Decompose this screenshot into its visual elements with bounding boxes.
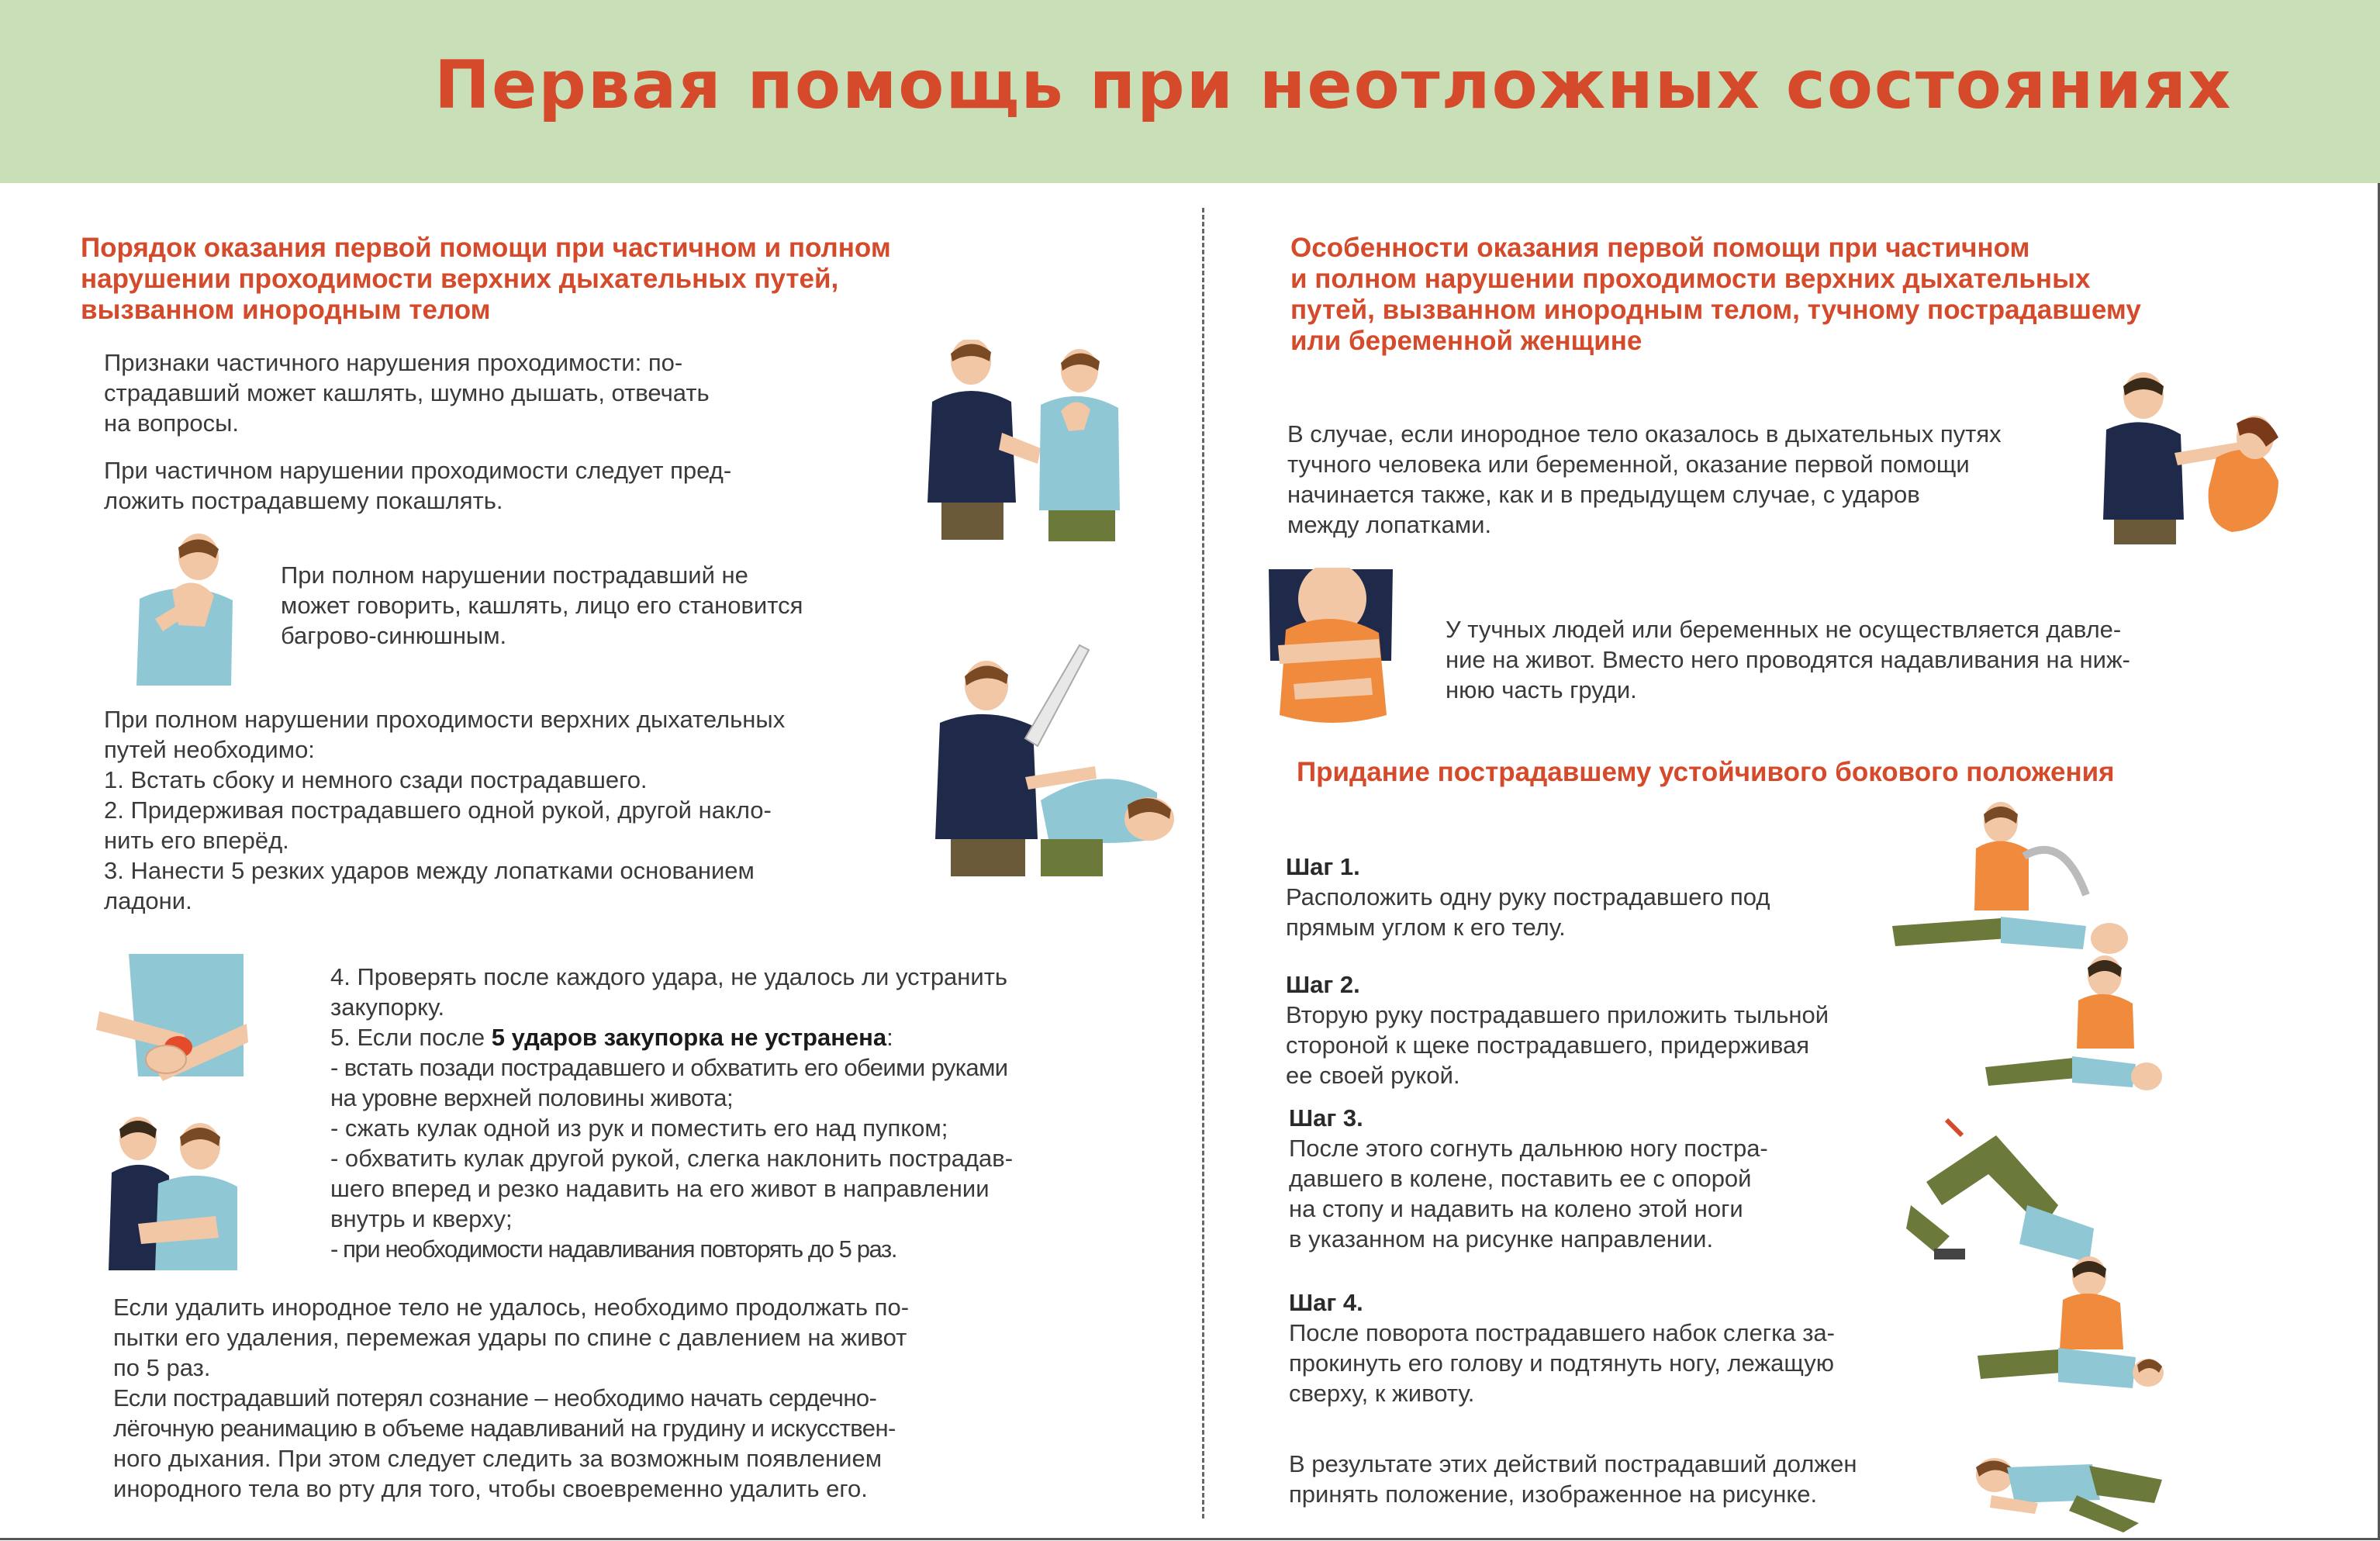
- page-title: Первая помощь при неотложных состояниях: [434, 47, 2233, 124]
- back-blows-illustration: [924, 630, 1188, 879]
- chest-thrust-illustration: [1263, 568, 1399, 724]
- full-actions-text: При полном нарушении проходимости верхних дыхательных путей необходимо: 1. Встать сбоку и немного сзади пострадавшего. 2. Придерживая пострадавшего одной рукой, другой накло- нить его вперёд. 3. Нанести 5 резких ударов между лопатками основанием ладони.: [104, 706, 786, 914]
- frame-bottom: [0, 1538, 2380, 1540]
- recovery-step4-text: Шаг 4. После поворота пострадавшего набок слегка за- прокинуть его голову и подтянуть ногу, лежащую сверху, к животу.: [1289, 1289, 1835, 1407]
- obese-chest-text: У тучных людей или беременных не осуществляется давле- ние на живот. Вместо него проводятся надавливания на ниж- нюю часть груди.: [1446, 616, 2131, 703]
- recovery-step2-text: Шаг 2. Вторую руку пострадавшего приложить тыльной стороной к щеке пострадавшего, придерживая ее своей рукой.: [1286, 971, 1829, 1089]
- coughing-victim-illustration: [924, 340, 1126, 543]
- obese-intro-text: В случае, если инородное тело оказалось в дыхательных путях тучного человека или беременной, оказание первой помощи начинается также, как и в предыдущем случае, с ударов между лопатками.: [1287, 420, 2002, 538]
- recovery-step1-text: Шаг 1. Расположить одну руку пострадавшего под прямым углом к его телу.: [1286, 853, 1770, 941]
- choking-victim-illustration: [124, 534, 240, 689]
- recovery-step3-illustration: [1903, 1112, 2097, 1263]
- recovery-heading: Придание пострадавшему устойчивого бокового положения: [1297, 757, 2115, 787]
- fist-placement-illustration: [92, 949, 248, 1081]
- left-heading: Порядок оказания первой помощи при частичном и полном нарушении проходимости верхних дыхательных путей, вызванном инородным телом: [81, 233, 891, 325]
- final-instructions-text: Если удалить инородное тело не удалось, необходимо продолжать по- пытки его удаления, перемежая удары по спине с давлением на живот по 5 раз. Если пострадавший потерял сознание – необходимо начать сердечно- лёгочную реанимацию в объеме надавливаний на грудину и искусствен- ного дыхания. При этом следует следить за возможным появлением инородного тела во рту для того, чтобы своевременно удалить его.: [113, 1294, 910, 1502]
- right-heading: Особенности оказания первой помощи при частичном и полном нарушении проходимости верхних дыхательных путей, вызванном инородным телом, тучному пострадавшему или беременной женщине: [1290, 233, 2141, 356]
- recovery-result-illustration: [1968, 1449, 2167, 1534]
- heimlich-text: 4. Проверять после каждого удара, не удалось ли устранить закупорку. 5. Если после 5 ударов закупорка не устранена: - встать позади пострадавшего и обхватить его обеими руками на уровне верхней половины живота; - сжать кулак одной из рук и поместить его над пупком; - обхватить кулак другой рукой, слегка наклонить пострадав- шего вперед и резко надавить на его живот в направлении внутрь и кверху; - при необходимости надавливания повторять до 5 раз.: [330, 963, 1014, 1263]
- column-divider: [1202, 208, 1204, 1519]
- full-signs-text: При полном нарушении пострадавший не может говорить, кашлять, лицо его становится багрово-синюшным.: [281, 561, 803, 649]
- obese-back-blows-illustration: [2100, 372, 2283, 544]
- recovery-step3-text: Шаг 3. После этого согнуть дальнюю ногу постра- давшего в колене, поставить ее с опорой на стопу и надавить на колено этой ноги в указанном на рисунке направлении.: [1289, 1104, 1768, 1252]
- recovery-step4-illustration: [1973, 1256, 2167, 1407]
- recovery-step1-illustration: [1884, 802, 2133, 957]
- recovery-step2-illustration: [1981, 955, 2164, 1103]
- recovery-result-text: В результате этих действий пострадавший должен принять положение, изображенное на рисунке.: [1289, 1450, 1857, 1508]
- abdominal-thrust-illustration: [107, 1115, 240, 1270]
- partial-signs-text: Признаки частичного нарушения проходимости: по- страдавший может кашлять, шумно дышать, отвечать на вопросы. При частичном нарушении проходимости следует пред- ложить пострадавшему покашлять.: [104, 349, 732, 514]
